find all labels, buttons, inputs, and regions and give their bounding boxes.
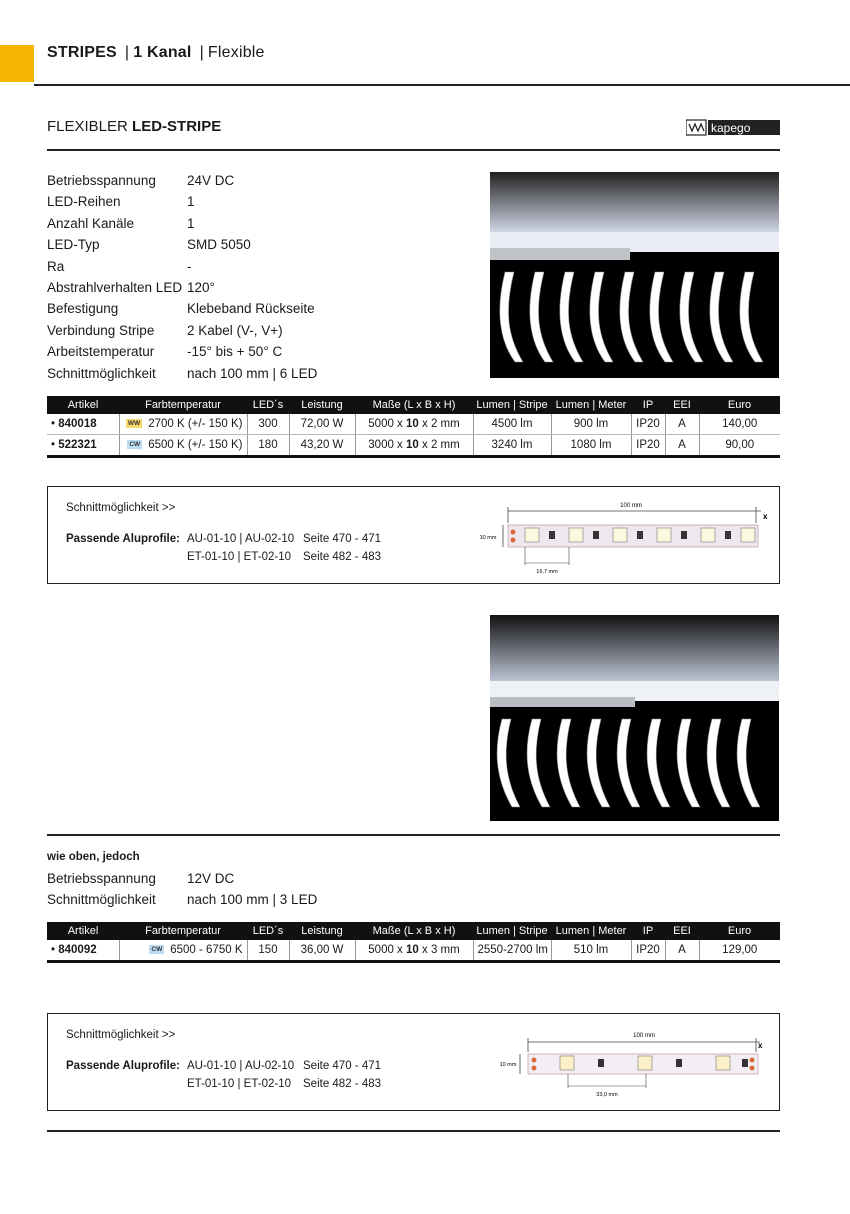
table-row [47, 940, 780, 962]
spec-value: - [187, 258, 192, 274]
cut-diagram-1 [473, 497, 773, 577]
spec-value: 120° [187, 279, 215, 295]
leds-cell: 150 [247, 940, 289, 962]
color-badge: CW [129, 441, 141, 449]
spec-value: SMD 5050 [187, 237, 251, 253]
table-row [47, 435, 780, 457]
column-header: Leistung [289, 922, 355, 940]
column-header: Euro [699, 922, 780, 940]
article-cell: • 840092 [47, 940, 119, 962]
spec-row [47, 213, 317, 234]
svg-text:10 mm: 10 mm [499, 1062, 517, 1068]
column-header: IP [631, 396, 665, 414]
profile-box-2 [47, 1013, 780, 1111]
spec-label: Befestigung [47, 301, 119, 317]
spec-value: 1 [187, 215, 195, 231]
spec-row [47, 277, 317, 298]
spec-label: Betriebsspannung [47, 871, 156, 886]
lumen-stripe-cell: 4500 lm [473, 414, 551, 435]
table-header [47, 396, 780, 414]
svg-text:10 mm: 10 mm [479, 535, 497, 541]
svg-text:x: x [763, 512, 768, 521]
spec-label: Schnittmöglichkeit [47, 892, 156, 908]
column-header: Euro [699, 396, 780, 414]
column-header: Farbtemperatur [119, 922, 247, 940]
spec-list [47, 170, 317, 384]
article-cell: • 840018 [47, 414, 119, 435]
ip-cell: IP20 [631, 940, 665, 962]
svg-text:33,0 mm: 33,0 mm [596, 1092, 618, 1098]
section-rule [47, 149, 780, 151]
column-header: Maße (L x B x H) [355, 922, 473, 940]
spec-label: Abstrahlverhalten LED [47, 279, 183, 295]
spec-row [47, 234, 317, 255]
spec-label: Schnittmöglichkeit [47, 365, 156, 381]
cut-label: Schnittmöglichkeit >> [66, 502, 176, 514]
svg-text:100 mm: 100 mm [620, 503, 642, 509]
spec-row [47, 256, 317, 277]
spec-label: Verbindung Stripe [47, 322, 155, 338]
led-stripe-photo-cold [490, 615, 779, 821]
power-cell: 43,20 W [289, 435, 355, 457]
column-header: Lumen | Stripe [473, 396, 551, 414]
column-header: Leistung [289, 396, 355, 414]
page-header: STRIPES | 1 Kanal | Flexible [47, 44, 265, 61]
spec-value: 1 [187, 194, 195, 210]
svg-text:kapego: kapego [711, 121, 751, 135]
leds-cell: 180 [247, 435, 289, 457]
spec-value: 12V DC [187, 871, 235, 886]
lumen-meter-cell: 510 lm [551, 940, 631, 962]
kapego-logo [686, 118, 780, 137]
header-rule [34, 84, 850, 86]
column-header: EEI [665, 396, 699, 414]
price-cell: 90,00 [699, 435, 780, 457]
dimensions-cell: 5000 x 10 x 3 mm [355, 940, 473, 962]
variant-title: wie oben, jedoch [47, 851, 140, 863]
spec-label: Ra [47, 258, 65, 274]
spec-value: -15° bis + 50° C [187, 344, 283, 360]
spec-row [47, 191, 317, 212]
led-stripe-photo-warm [490, 172, 779, 378]
column-header: Artikel [47, 396, 119, 414]
article-cell: • 522321 [47, 435, 119, 457]
spec-row [47, 363, 317, 384]
aluprofile-list: Passende Aluprofile: AU-01-10 | AU-02-10 Seite 470 - 471 ET-01-10 | ET-02-10 Seite 482 - 483 [66, 1060, 382, 1090]
ip-cell: IP20 [631, 414, 665, 435]
spec-row [47, 868, 317, 889]
spec-value: nach 100 mm | 6 LED [187, 365, 318, 381]
footer-rule [47, 1130, 780, 1132]
aluprofile-list: Passende Aluprofile: AU-01-10 | AU-02-10 Seite 470 - 471 ET-01-10 | ET-02-10 Seite 482 - 483 [66, 533, 382, 563]
column-header: Farbtemperatur [119, 396, 247, 414]
sub-rule [47, 834, 780, 836]
column-header: Lumen | Meter [551, 396, 631, 414]
column-header: IP [631, 922, 665, 940]
spec-label: LED-Reihen [47, 194, 121, 210]
spec-value: 2 Kabel (V-, V+) [187, 322, 283, 338]
color-temp-cell: CW 6500 K (+/- 150 K) [119, 435, 247, 457]
product-table-1 [47, 396, 780, 458]
spec-row [47, 170, 317, 191]
svg-text:x: x [758, 1041, 763, 1050]
color-badge: WW [127, 420, 141, 428]
spec-row [47, 889, 317, 910]
spec-label: Arbeitstemperatur [47, 344, 155, 360]
eei-cell: A [665, 940, 699, 962]
column-header: EEI [665, 922, 699, 940]
spec-value: 24V DC [187, 173, 235, 188]
power-cell: 36,00 W [289, 940, 355, 962]
table-row [47, 414, 780, 435]
spec-row [47, 298, 317, 319]
spec-label: Betriebsspannung [47, 173, 156, 188]
spec-value: Klebeband Rückseite [187, 301, 315, 317]
section-title: FLEXIBLER LED-STRIPE [47, 118, 222, 135]
dimensions-cell: 3000 x 10 x 2 mm [355, 435, 473, 457]
power-cell: 72,00 W [289, 414, 355, 435]
color-temp-cell: WW 2700 K (+/- 150 K) [119, 414, 247, 435]
spec-row [47, 320, 317, 341]
profile-box-1 [47, 486, 780, 584]
lumen-meter-cell: 900 lm [551, 414, 631, 435]
lumen-stripe-cell: 2550-2700 lm [473, 940, 551, 962]
color-badge: CW [151, 946, 163, 954]
column-header: LED´s [247, 922, 289, 940]
column-header: Lumen | Meter [551, 922, 631, 940]
column-header: Lumen | Stripe [473, 922, 551, 940]
spec-list-2 [47, 868, 317, 911]
column-header: Maße (L x B x H) [355, 396, 473, 414]
table-header [47, 922, 780, 940]
spec-row [47, 341, 317, 362]
spec-label: Anzahl Kanäle [47, 215, 135, 231]
price-cell: 129,00 [699, 940, 780, 962]
price-cell: 140,00 [699, 414, 780, 435]
product-table-2 [47, 922, 780, 963]
lumen-stripe-cell: 3240 lm [473, 435, 551, 457]
eei-cell: A [665, 435, 699, 457]
spec-value: nach 100 mm | 3 LED [187, 892, 318, 908]
leds-cell: 300 [247, 414, 289, 435]
svg-text:100 mm: 100 mm [633, 1033, 655, 1039]
ip-cell: IP20 [631, 435, 665, 457]
cut-label: Schnittmöglichkeit >> [66, 1029, 176, 1041]
lumen-meter-cell: 1080 lm [551, 435, 631, 457]
spec-label: LED-Typ [47, 237, 100, 253]
svg-text:16,7 mm: 16,7 mm [536, 569, 558, 575]
cut-diagram-2 [498, 1024, 773, 1104]
color-temp-cell: CW 6500 - 6750 K [119, 940, 247, 962]
section-tab [0, 45, 34, 82]
column-header: Artikel [47, 922, 119, 940]
dimensions-cell: 5000 x 10 x 2 mm [355, 414, 473, 435]
column-header: LED´s [247, 396, 289, 414]
eei-cell: A [665, 414, 699, 435]
